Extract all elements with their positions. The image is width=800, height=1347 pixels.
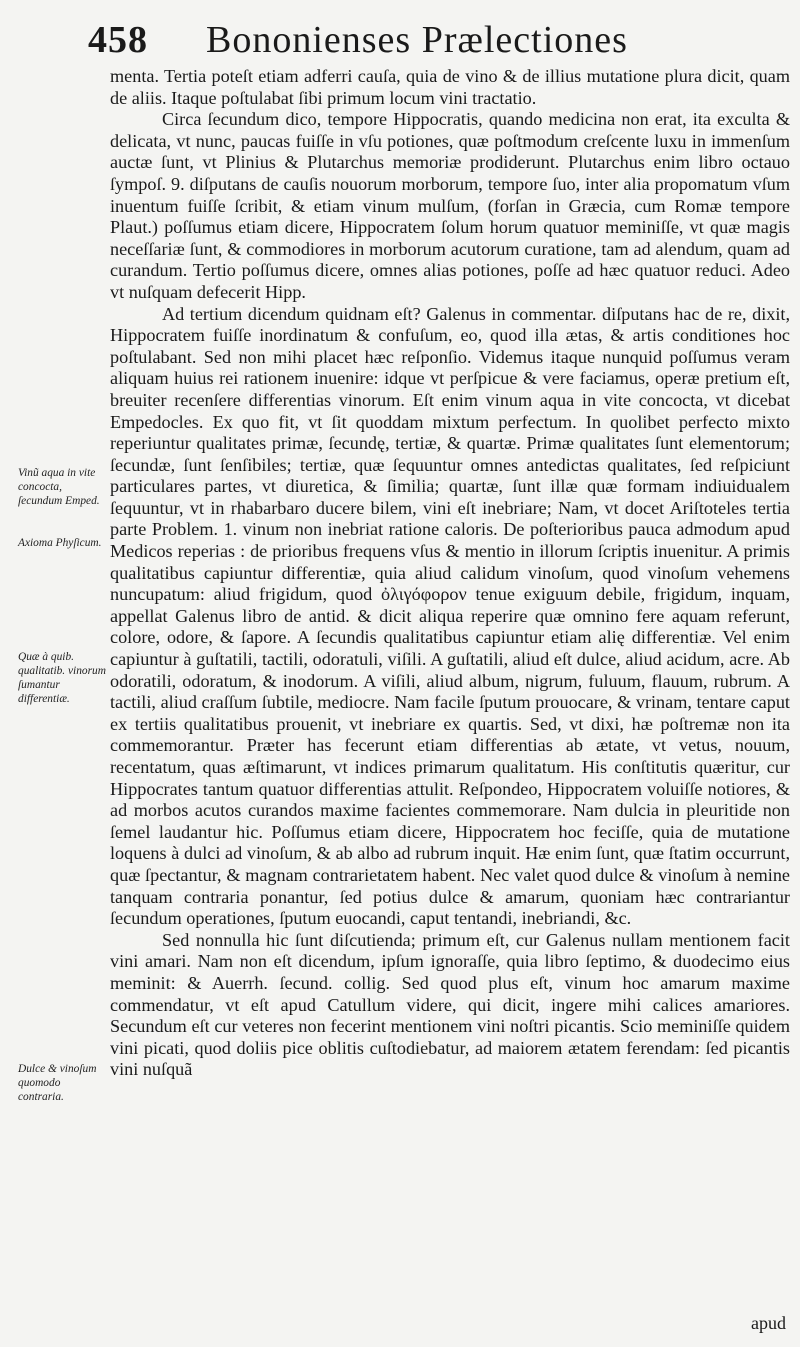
margin-note: Dulce & vinoſum quomodo contraria. (18, 1063, 97, 1103)
page-number: 458 (88, 19, 148, 61)
paragraph: Sed nonnulla hic ſunt diſcutienda; primum eſt, cur Galenus nullam mentionem facit vini amari. Nam non eſt dicendum, ipſum ignoraſſe, quia libro ſeptimo, & duodecimo eius meminit: & Auerrh. ſecund. collig. Sed quod plus eſt, vinum hoc amarum maxime commendatur, vt eſt apud Catullum videre, qui dicit, ingere mihi calices amariores. Secundum eſt cur veteres non fecerint mentionem vini noſtri picantis. Scio meminiſſe quidem vini picati, quod doliis pice oblitis cuſtodiebatur, ad maiorem ætatem ferendam: ſed picantis vini nuſquã (110, 929, 790, 1080)
paragraph: Circa ſecundum dico, tempore Hippocratis, quando medicina non erat, ita exculta & delicata, vt nunc, paucas fuiſſe in vſu potiones, quæ poſtmodum creſcente luxu in immenſum auctæ ſunt, vt Plinius & Plutarchus memoriæ prodiderunt. Plutarchus enim libro octauo ſympoſ. 9. diſputans de cauſis nouorum morborum, tempore ſuo, inter alia propomatum vſum inuentum fuiſſe ſcribit, & etiam vinum mulſum, (forſan in Græcia, cum Romæ tempore Plaut.) poſſumus etiam dicere, Hippocratem ſolum horum quatuor meminiſſe, vt quæ magis neceſſariæ ſunt, & commodiores in morborum acutorum curatione, tam ad alendum, quam ad curandum. Tertio poſſumus dicere, omnes alias potiones, poſſe ad hæc quatuor reduci. Adeo vt nuſquam defecerit Hipp. (110, 109, 790, 302)
margin-note: Axioma Phyſicum. (18, 537, 102, 549)
running-head: Bononienses Prælectiones (206, 19, 628, 61)
margin-note: Quæ à quib. qualitatib. vinorum ſumantur differentiæ. (18, 651, 106, 705)
body-text (110, 66, 790, 1081)
paragraph: Ad tertium dicendum quidnam eſt? Galenus in commentar. diſputans hac de re, dixit, Hippocratem fuiſſe inordinatum & confuſum, eo, quod illa ætas, & artis conditiones hoc poſtulabant. Sed non mihi placet hæc reſponſio. Videmus itaque nunquid poſſumus veram aliquam huius rei rationem inuenire: idque vt perſpicue & vere faciamus, operæ pretium eſt, breuiter recenſere differentias vinorum. Eſt enim vinum aqua in vite concocta, vt dicebat Empedocles. Ex quo fit, vt ſit quoddam mixtum perfectum. In quolibet perfecto mixto reperiuntur qualitates primæ, ſecundę, tertiæ, & quartæ. Primæ qualitates ſunt elementorum; ſecundæ, ſunt ſenſibiles; tertiæ, quæ ſequuntur omnes antedictas qualitates, ſed reſpiciunt particulares partes, vt diuretica, & ſimilia; quartæ, ſunt illæ quæ formam indiuidualem ſequuntur, vt in rhabarbaro ducere bilem, vini eſt inebriare; Nam, vt docet Ariſtoteles tertia parte Problem. 1. vinum non inebriat ratione caloris. De poſterioribus pauca admodum apud Medicos reperias : de prioribus frequens vſus & mentio in illorum ſcriptis inuenitur. A primis qualitatibus capiuntur differentiæ, quia aliud calidum vinoſum, quod vinoſum vehemens nuncupatum: aliud frigidum, quod ὀλιγόφορον tenue exiguum debile, frigidum, inquam, appellat Galenus libro de antid. & dicit aliqua reperire quæ omnino fere aquam referunt, colore, odore, & ſapore. A ſecundis qualitatibus capiuntur etiam alię differentiæ. Vel enim capiuntur à guſtatili, tactili, odoratuli, viſili. A guſtatili, aliud eſt dulce, aliud acidum, acre. Ab odoratili, odoratum, & inodorum. A viſili, aliud album, nigrum, fuluum, flauum, rubrum. A tactili, aliud craſſum ſubtile, mediocre. Nam facile ſputum prouocare, & vrinam, tentare caput ex tertiis qualitatibus prouenit, vt inebriare ex quartis. Sed, vt dixi, hæ poſtremæ non ita commemorantur. Præter has fecerunt etiam differentias ab ætate, vt vetus, nouum, recentatum, quas æſtimarunt, vt indices primarum qualitatum. His conſtitutis quæritur, cur Hippocrates tantum quatuor differentias attulit. Reſpondeo, Hippocratem voluiſſe notiores, & ad morbos acutos curandos maxime facientes commemorare. Nam dulcia in pleuritide non ſemel laudantur hic. Poſſumus etiam dicere, Hippocratem hoc feciſſe, quia de mutatione loquens à dulci ad vinoſum, & ab albo ad rubrum inquit. Hæ enim ſunt, quæ ſtatim occurrunt, quæ ſpectantur, & magnam contrarietatem habent. Nec valet quod dulce & vinoſum à nemine tanquam contraria ponantur, ſed potius dulce & amarum, quoniam hæc contrariantur ſecundum operationes, ſputum euocandi, caput tentandi, inebriandi, &c. (110, 303, 790, 929)
paragraph: menta. Tertia poteſt etiam adferri cauſa, quia de vino & de illius mutatione plura dicit, quam de aliis. Itaque poſtulabat ſibi primum locum vini tractatio. (110, 66, 790, 108)
page-header (88, 16, 788, 64)
margin-note: Vinũ aqua in vite concocta, ſecundum Emped. (18, 467, 100, 507)
catchword: apud (751, 1313, 786, 1333)
